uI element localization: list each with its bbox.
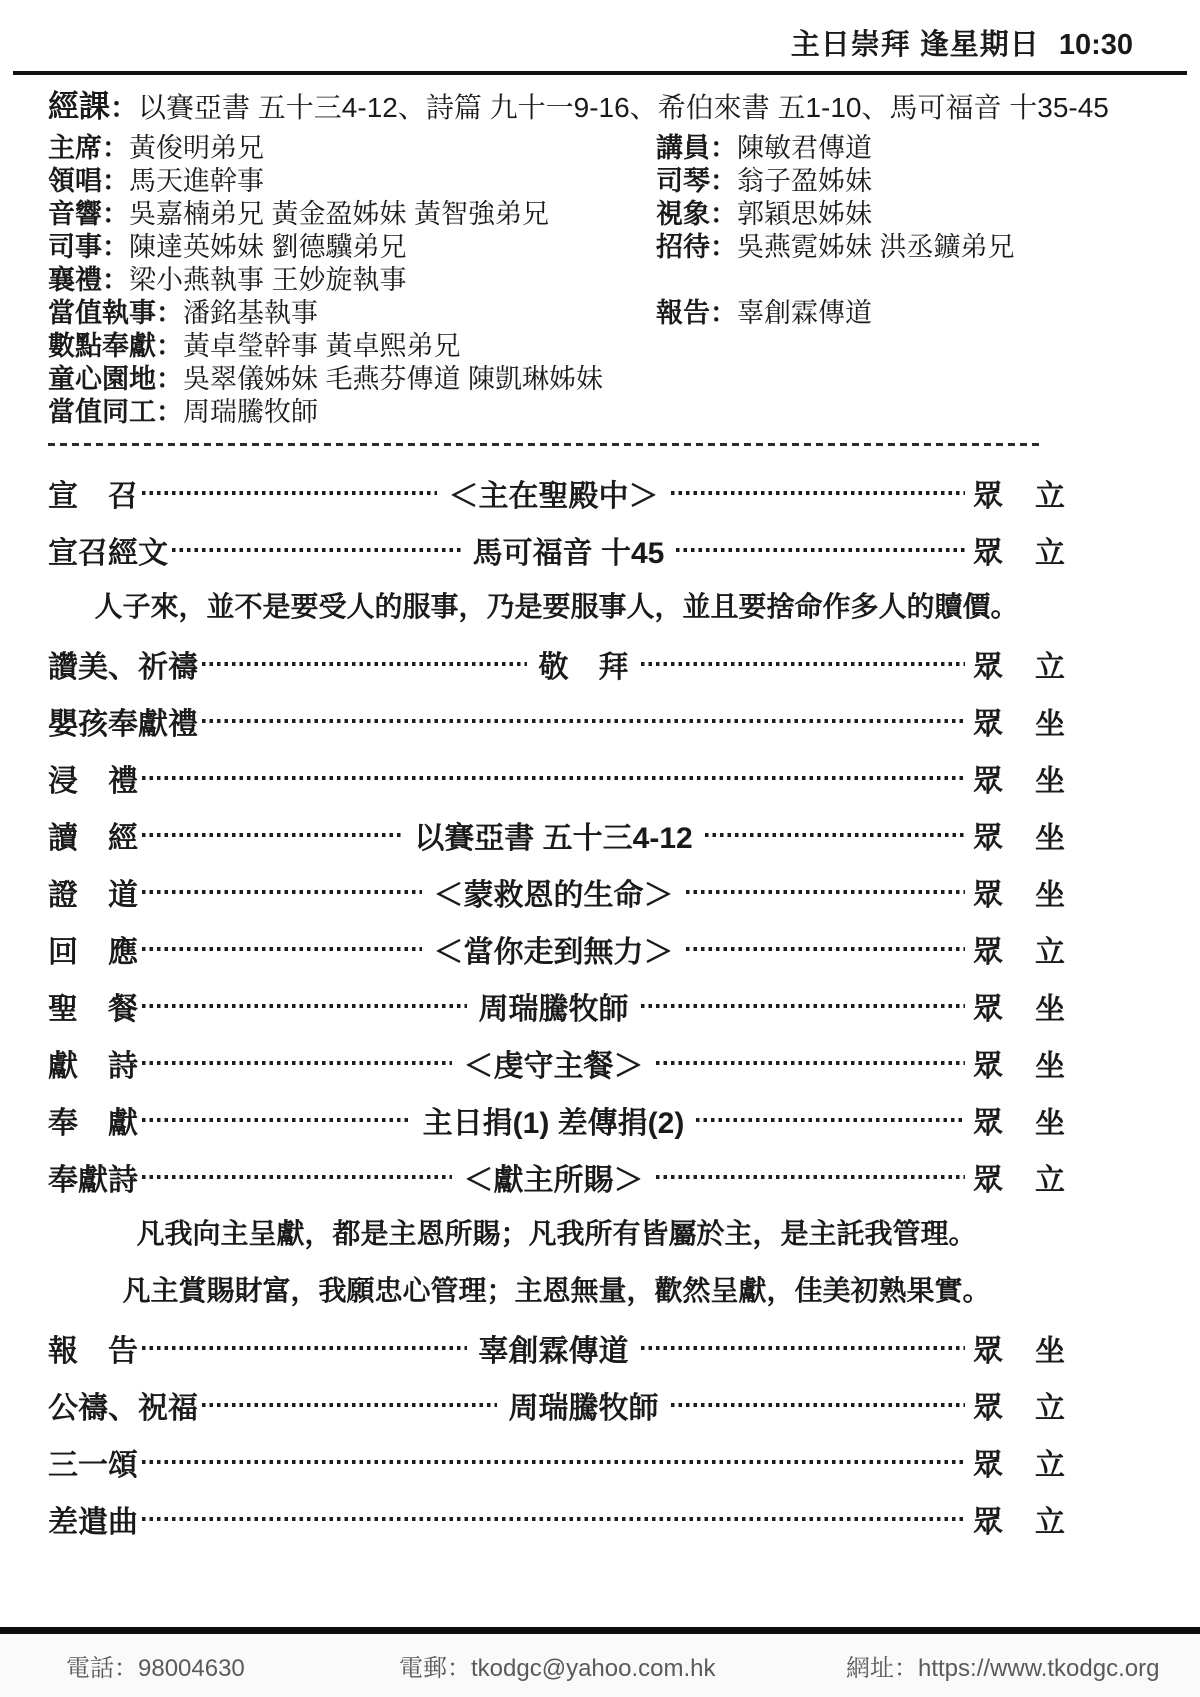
service-row [48, 806, 1065, 863]
footer-phone [66, 1648, 245, 1683]
role-label: 音響 [48, 199, 102, 229]
audience-label: 眾 [973, 1448, 1003, 1482]
colon: ： [894, 1655, 918, 1682]
role-left [48, 330, 656, 363]
posture-label: 坐 [1035, 1049, 1065, 1083]
role-value: 翁子盈姊妹 [737, 166, 872, 196]
footer-phone-label: 電話 [66, 1655, 114, 1682]
colon: ： [102, 232, 129, 262]
role-label: 當值同工 [48, 397, 156, 427]
offering-hymn-quote: 凡主賞賜財富，我願忠心管理；主恩無量，歡然呈獻，佳美初熟果實。 [122, 1275, 991, 1306]
dotted-leader [671, 491, 966, 495]
service-row [48, 464, 1065, 521]
role-label: 報告 [656, 298, 710, 328]
service-row [48, 1319, 1065, 1376]
service-item-title: ＜當你走到無力＞ [433, 935, 674, 969]
role-left [48, 363, 656, 396]
service-row [48, 1376, 1065, 1433]
colon: ： [156, 298, 183, 328]
congregation-posture [973, 471, 1065, 515]
scripture-quote: 人子來，並不是要受人的服事，乃是要服事人，並且要捨命作多人的贖價。 [94, 591, 1019, 622]
role-row [48, 330, 1200, 363]
service-row [48, 863, 1065, 920]
page-footer [0, 1634, 1200, 1697]
posture-label: 立 [1035, 650, 1065, 684]
role-value: 黃俊明弟兄 [129, 133, 264, 163]
service-item-title: 馬可福音 十45 [472, 536, 665, 570]
dotted-leader [142, 776, 965, 780]
audience-label: 眾 [973, 992, 1003, 1026]
role-row [48, 297, 1200, 330]
service-item-title: 周瑞騰牧師 [478, 992, 629, 1026]
posture-label: 坐 [1035, 878, 1065, 912]
role-label: 童心園地 [48, 364, 156, 394]
dotted-leader [696, 1118, 965, 1122]
audience-label: 眾 [973, 821, 1004, 855]
congregation-posture [973, 1497, 1065, 1541]
dotted-leader [676, 548, 965, 552]
role-left [48, 198, 656, 231]
dotted-leader [142, 833, 402, 837]
lessons-line [48, 87, 1170, 128]
service-item-title: 以賽亞書 五十三4-12 [414, 821, 693, 855]
dotted-leader [142, 1061, 452, 1065]
congregation-posture [973, 1383, 1065, 1427]
service-item-label: 讀 經 [48, 821, 138, 855]
congregation-posture [973, 528, 1065, 572]
service-item-label: 證 道 [48, 878, 138, 912]
role-row [48, 264, 1200, 297]
dotted-leader [202, 662, 527, 666]
role-value: 辜創霖傳道 [737, 298, 872, 328]
footer-email [399, 1648, 716, 1683]
posture-label: 立 [1035, 479, 1065, 513]
role-left [48, 132, 656, 165]
role-value: 馬天進幹事 [129, 166, 264, 196]
role-row [48, 132, 1200, 165]
posture-label: 坐 [1035, 1106, 1066, 1140]
colon: ： [710, 133, 737, 163]
role-label: 視象 [656, 199, 710, 229]
dotted-leader [656, 1175, 966, 1179]
posture-label: 立 [1035, 1448, 1065, 1482]
service-item-label: 回 應 [48, 935, 138, 969]
header-time: 10:30 [1058, 29, 1133, 61]
service-item-label: 宣 召 [48, 479, 138, 513]
audience-label: 眾 [973, 1391, 1003, 1425]
dotted-leader [142, 1517, 965, 1521]
service-item-label: 差遣曲 [48, 1505, 138, 1539]
congregation-posture [973, 1326, 1065, 1370]
dotted-leader [142, 890, 422, 894]
service-item-label: 三一頌 [48, 1448, 138, 1482]
colon: ： [156, 331, 183, 361]
posture-label: 坐 [1035, 707, 1065, 741]
posture-label: 立 [1035, 1505, 1065, 1539]
dotted-leader [142, 1004, 467, 1008]
order-of-service [48, 464, 1065, 1547]
lessons-label: 經課 [48, 89, 110, 124]
service-item-label: 奉 獻 [48, 1106, 138, 1140]
footer-website [846, 1648, 1159, 1683]
posture-label: 坐 [1035, 821, 1066, 855]
audience-label: 眾 [973, 1505, 1003, 1539]
dotted-leader [641, 662, 966, 666]
service-row [48, 1034, 1065, 1091]
role-row [48, 231, 1200, 264]
posture-label: 立 [1035, 536, 1065, 570]
congregation-posture [973, 870, 1065, 914]
service-item-title: 主日捐(1) 差傳捐(2) [422, 1106, 685, 1140]
congregation-posture [973, 1155, 1065, 1199]
role-label: 當值執事 [48, 298, 156, 328]
colon: ： [156, 364, 183, 394]
audience-label: 眾 [973, 536, 1003, 570]
service-item-title: ＜虔守主餐＞ [463, 1049, 644, 1083]
service-item-title: ＜獻主所賜＞ [463, 1163, 644, 1197]
role-right [656, 198, 1200, 231]
service-row [48, 521, 1065, 578]
colon: ： [102, 265, 129, 295]
role-label: 數點奉獻 [48, 331, 156, 361]
service-row [48, 1091, 1065, 1148]
posture-label: 坐 [1035, 992, 1065, 1026]
header-rule [13, 71, 1187, 75]
congregation-posture [973, 1440, 1065, 1484]
service-row [48, 977, 1065, 1034]
service-item-title: ＜主在聖殿中＞ [448, 479, 659, 513]
dotted-leader [172, 548, 461, 552]
congregation-posture [973, 984, 1065, 1028]
audience-label: 眾 [973, 764, 1003, 798]
congregation-posture [973, 1041, 1065, 1085]
footer-email-label: 電郵 [399, 1655, 447, 1682]
service-row [48, 749, 1065, 806]
colon: ： [110, 92, 139, 123]
service-item-label: 獻 詩 [48, 1049, 138, 1083]
dotted-leader [142, 1460, 965, 1464]
colon: ： [710, 298, 737, 328]
audience-label: 眾 [973, 1106, 1004, 1140]
role-value: 吳嘉楠弟兄 黃金盈姊妹 黃智強弟兄 [129, 199, 550, 229]
role-right [656, 132, 1200, 165]
audience-label: 眾 [973, 707, 1003, 741]
service-row [48, 1490, 1065, 1547]
role-right [656, 297, 1200, 330]
role-value: 梁小燕執事 王妙旋執事 [129, 265, 407, 295]
role-left [48, 396, 656, 429]
colon: ： [114, 1655, 138, 1682]
congregation-posture [973, 642, 1065, 686]
role-left [48, 264, 656, 297]
role-label: 司事 [48, 232, 102, 262]
role-row [48, 363, 1200, 396]
audience-label: 眾 [973, 1334, 1003, 1368]
colon: ： [102, 133, 129, 163]
service-item-title: ＜蒙救恩的生命＞ [433, 878, 674, 912]
service-row [48, 635, 1065, 692]
service-row [48, 1433, 1065, 1490]
role-row [48, 396, 1200, 429]
dashed-divider [48, 443, 1040, 446]
audience-label: 眾 [973, 1163, 1003, 1197]
service-item-title: 敬 拜 [538, 650, 629, 684]
posture-label: 立 [1035, 1391, 1065, 1425]
lessons-text: 以賽亞書 五十三4-12、詩篇 九十一9-16、希伯來書 五1-10、馬可福音 十35-45 [138, 92, 1109, 123]
posture-label: 坐 [1035, 1334, 1065, 1368]
colon: ： [710, 166, 737, 196]
footer-website-value: https://www.tkodgc.org [918, 1655, 1160, 1682]
page-header [0, 0, 1200, 69]
service-row [48, 1148, 1065, 1205]
dotted-leader [202, 719, 965, 723]
dotted-leader [142, 1118, 411, 1122]
footer-website-label: 網址 [846, 1655, 894, 1682]
dotted-leader [142, 491, 437, 495]
role-value: 潘銘基執事 [183, 298, 318, 328]
role-label: 講員 [656, 133, 710, 163]
service-row [48, 692, 1065, 749]
dotted-leader [641, 1004, 966, 1008]
role-left [48, 165, 656, 198]
dotted-leader [142, 1175, 452, 1179]
role-right [656, 231, 1200, 264]
service-item-label: 浸 禮 [48, 764, 138, 798]
footer-email-value: tkodgc@yahoo.com.hk [471, 1655, 716, 1682]
dotted-leader [656, 1061, 966, 1065]
audience-label: 眾 [973, 479, 1003, 513]
congregation-posture [973, 699, 1065, 743]
role-left [48, 231, 656, 264]
congregation-posture [973, 1098, 1065, 1142]
offering-hymn-quote: 凡我向主呈獻，都是主恩所賜；凡我所有皆屬於主，是主託我管理。 [136, 1218, 977, 1249]
audience-label: 眾 [973, 1049, 1003, 1083]
service-item-label: 報 告 [48, 1334, 138, 1368]
role-right [656, 165, 1200, 198]
role-value: 周瑞騰牧師 [183, 397, 318, 427]
role-value: 陳敏君傳道 [737, 133, 872, 163]
service-item-label: 嬰孩奉獻禮 [48, 707, 198, 741]
dotted-leader [142, 1346, 467, 1350]
role-value: 陳達英姊妹 劉德驥弟兄 [129, 232, 407, 262]
service-item-label: 聖 餐 [48, 992, 138, 1026]
dotted-leader [686, 947, 966, 951]
dotted-leader [142, 947, 422, 951]
colon: ： [102, 199, 129, 229]
role-label: 領唱 [48, 166, 102, 196]
colon: ： [156, 397, 183, 427]
colon: ： [447, 1655, 471, 1682]
audience-label: 眾 [973, 650, 1003, 684]
posture-label: 立 [1035, 1163, 1065, 1197]
service-item-label: 公禱、祝福 [48, 1391, 198, 1425]
posture-label: 坐 [1035, 764, 1065, 798]
roles-block [48, 132, 1200, 429]
audience-label: 眾 [973, 878, 1003, 912]
footer-rule [0, 1627, 1200, 1634]
role-value: 吳燕霓姊妹 洪丞鑛弟兄 [737, 232, 1015, 262]
congregation-posture [973, 927, 1065, 971]
dotted-leader [641, 1346, 966, 1350]
role-row [48, 165, 1200, 198]
service-item-label: 讚美、祈禱 [48, 650, 198, 684]
role-value: 黃卓瑩幹事 黃卓熙弟兄 [183, 331, 461, 361]
congregation-posture [973, 813, 1065, 857]
audience-label: 眾 [973, 935, 1003, 969]
dotted-leader [671, 1403, 966, 1407]
colon: ： [102, 166, 129, 196]
colon: ： [710, 232, 737, 262]
role-label: 司琴 [656, 166, 710, 196]
service-item-label: 宣召經文 [48, 536, 168, 570]
role-value: 吳翠儀姊妹 毛燕芬傳道 陳凱琳姊妹 [183, 364, 604, 394]
colon: ： [710, 199, 737, 229]
posture-label: 立 [1035, 935, 1065, 969]
role-label: 襄禮 [48, 265, 102, 295]
role-left [48, 297, 656, 330]
header-title: 主日崇拜 逢星期日 [790, 29, 1040, 61]
dotted-leader [705, 833, 965, 837]
service-item-label: 奉獻詩 [48, 1163, 138, 1197]
footer-phone-value: 98004630 [138, 1655, 245, 1682]
service-item-title: 周瑞騰牧師 [508, 1391, 659, 1425]
role-label: 主席 [48, 133, 102, 163]
role-value: 郭穎思姊妹 [737, 199, 872, 229]
role-row [48, 198, 1200, 231]
role-label: 招待 [656, 232, 710, 262]
dotted-leader [202, 1403, 497, 1407]
dotted-leader [686, 890, 966, 894]
service-item-title: 辜創霖傳道 [478, 1334, 629, 1368]
congregation-posture [973, 756, 1065, 800]
service-row [48, 920, 1065, 977]
